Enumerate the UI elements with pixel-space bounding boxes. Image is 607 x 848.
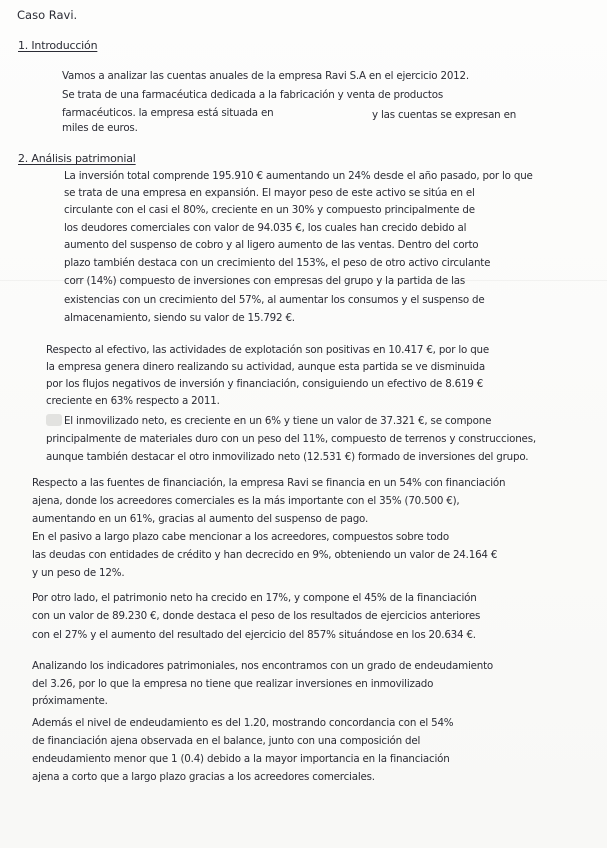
text-line: la empresa genera dinero realizando su actividad, aunque esta partida se ve disminuida (46, 361, 485, 373)
text-line: En el pasivo a largo plazo cabe mencionar a los acreedores, compuestos sobre todo (32, 531, 449, 543)
text-line: aunque también destacar el otro inmovilizado neto (12.531 €) formado de inversiones del grupo. (46, 451, 529, 463)
text-line: miles de euros. (62, 122, 138, 134)
text-line: aumento del suspenso de cobro y al ligero aumento de las ventas. Dentro del corto (64, 239, 479, 251)
text-line: ajena a corto que a largo plazo gracias a los acreedores comerciales. (32, 771, 375, 783)
text-line: circulante con el casi el 80%, creciente en un 30% y compuesto principalmente de (64, 204, 475, 216)
document-title: Caso Ravi. (17, 8, 78, 22)
text-line: con el 27% y el aumento del resultado del ejercicio del 857% situándose en los 20.634 €. (32, 629, 476, 641)
text-line: se trata de una empresa en expansión. El mayor peso de este activo se sitúa en el (64, 187, 475, 199)
text-line: almacenamiento, siendo su valor de 15.792 €. (64, 312, 295, 324)
section-heading-introduction: 1. Introducción (18, 39, 98, 52)
text-line: principalmente de materiales duro con un peso del 11%, compuesto de terrenos y construcciones, (46, 433, 536, 445)
text-line: del 3.26, por lo que la empresa no tiene que realizar inversiones en inmovilizado (32, 678, 434, 690)
text-line: Por otro lado, el patrimonio neto ha crecido en 17%, y compone el 45% de la financiación (32, 592, 477, 604)
text-line: endeudamiento menor que 1 (0.4) debido a la mayor importancia en la financiación (32, 753, 450, 765)
text-line: Respecto a las fuentes de financiación, la empresa Ravi se financia en un 54% con financiación (32, 477, 506, 489)
text-line: los deudores comerciales con valor de 94.035 €, los cuales han crecido debido al (64, 222, 467, 234)
text-line: La inversión total comprende 195.910 € aumentando un 24% desde el año pasado, por lo que (64, 170, 533, 182)
text-line: Vamos a analizar las cuentas anuales de la empresa Ravi S.A en el ejercicio 2012. (62, 70, 469, 82)
text-line: y un peso de 12%. (32, 567, 125, 579)
text-line: Además el nivel de endeudamiento es del 1.20, mostrando concordancia con el 54% (32, 717, 454, 729)
text-line: El inmovilizado neto, es creciente en un 6% y tiene un valor de 37.321 €, se compone (64, 415, 492, 427)
text-line: por los flujos negativos de inversión y financiación, consiguiendo un efectivo de 8.619 € (46, 378, 484, 390)
text-line: las deudas con entidades de crédito y han decrecido en 9%, obteniendo un valor de 24.164 € (32, 549, 498, 561)
section-heading-analisis-patrimonial: 2. Análisis patrimonial (18, 152, 136, 165)
text-line: aumentando en un 61%, gracias al aumento del suspenso de pago. (32, 513, 369, 525)
text-line: ajena, donde los acreedores comerciales es la más importante con el 35% (70.500 €), (32, 495, 460, 507)
text-line: Se trata de una farmacéutica dedicada a la fabricación y venta de productos (62, 89, 444, 101)
text-line: creciente en 63% respecto a 2011. (46, 395, 220, 407)
text-line: farmacéuticos. la empresa está situada en (62, 107, 274, 119)
text-line: con un valor de 89.230 €, donde destaca el peso de los resultados de ejercicios anteriores (32, 610, 481, 622)
text-line: corr (14%) compuesto de inversiones con empresas del grupo y la partida de las (64, 275, 466, 287)
text-line: Respecto al efectivo, las actividades de explotación son positivas en 10.417 €, por lo que (46, 344, 489, 356)
text-line: y las cuentas se expresan en (372, 109, 517, 121)
text-line: existencias con un crecimiento del 57%, al aumentar los consumos y el suspenso de (64, 294, 485, 306)
text-line: de financiación ajena observada en el balance, junto con una composición del (32, 735, 421, 747)
text-line: plazo también destaca con un crecimiento del 153%, el peso de otro activo circulante (64, 257, 491, 269)
smudge-mark (46, 414, 62, 426)
text-line: Analizando los indicadores patrimoniales, nos encontramos con un grado de endeudamiento (32, 660, 494, 672)
text-line: próximamente. (32, 695, 108, 707)
